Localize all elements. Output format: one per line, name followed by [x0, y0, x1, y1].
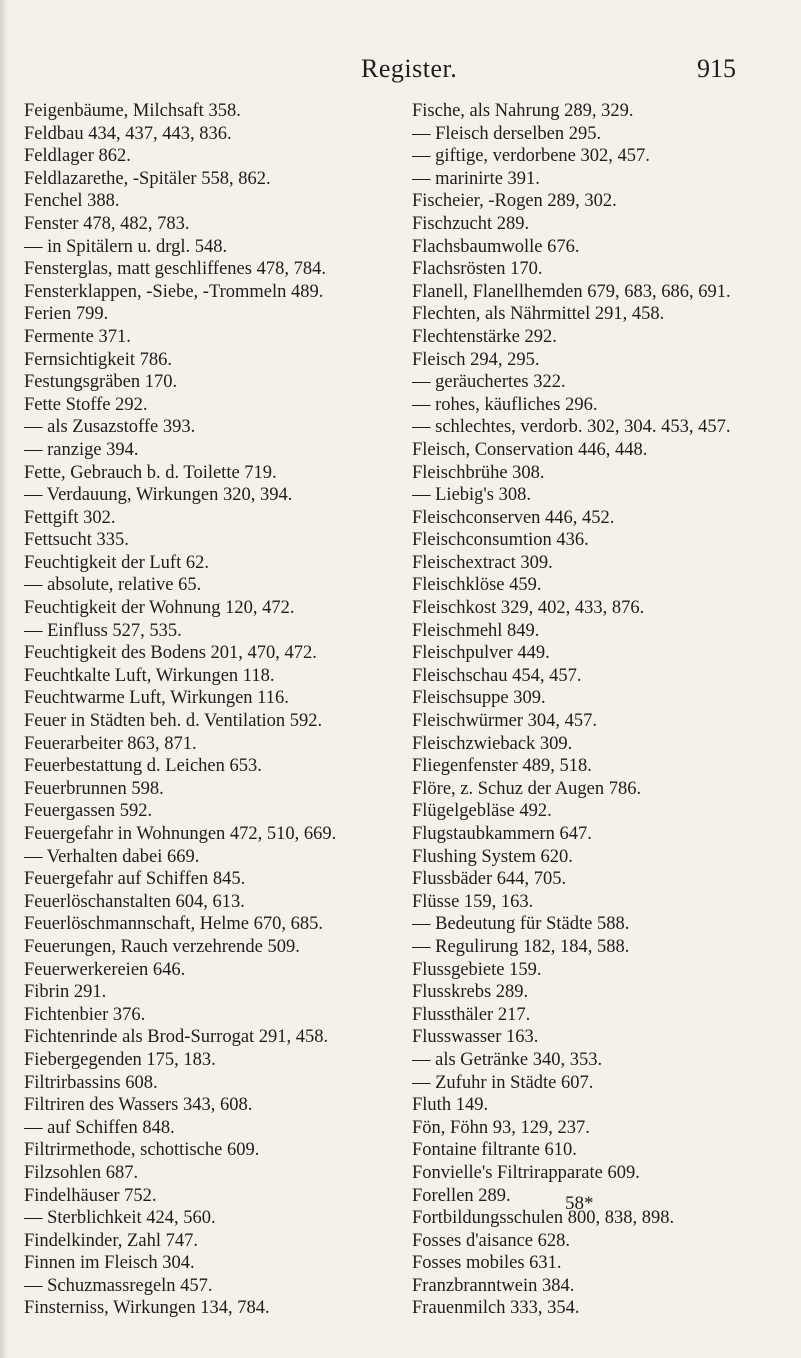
index-entry: — Regulirung 182, 184, 588.	[412, 936, 630, 957]
index-entry: — auf Schiffen 848.	[24, 1117, 175, 1138]
index-entry: Franzbranntwein 384.	[412, 1275, 575, 1296]
index-entry: Fosses mobiles 631.	[412, 1253, 562, 1274]
index-entry: Feuerungen, Rauch verzehrende 509.	[24, 936, 300, 957]
index-entry: Fleisch, Conservation 446, 448.	[412, 439, 648, 460]
index-entry: Flussgebiete 159.	[412, 959, 542, 980]
index-entry: — ranzige 394.	[24, 439, 139, 460]
index-entry: — als Getränke 340, 353.	[412, 1049, 603, 1070]
index-entry: Flanell, Flanellhemden 679, 683, 686, 691.	[412, 281, 731, 302]
index-entry: Festungsgräben 170.	[24, 372, 178, 393]
index-entry: Ferien 799.	[24, 304, 109, 325]
index-entry: Fleischkost 329, 402, 433, 876.	[412, 598, 645, 619]
index-entry: Findelkinder, Zahl 747.	[24, 1230, 198, 1251]
index-entry: Flachsbaumwolle 676.	[412, 236, 580, 257]
index-entry: — Liebig's 308.	[412, 485, 531, 506]
index-entry: Flugstaubkammern 647.	[412, 824, 592, 844]
index-entry: Fleischwürmer 304, 457.	[412, 711, 597, 732]
index-entry: — geräuchertes 322.	[412, 372, 566, 393]
page-number: 915	[697, 54, 736, 83]
index-entry: — in Spitälern u. drgl. 548.	[24, 236, 228, 257]
index-entry: Fichtenbier 376.	[24, 1004, 146, 1025]
index-entry: Finnen im Fleisch 304.	[24, 1253, 195, 1274]
index-entry: Filzsohlen 687.	[24, 1162, 139, 1183]
index-entry: Feigenbäume, Milchsaft 358.	[24, 101, 241, 121]
index-entry: Fette, Gebrauch b. d. Toilette 719.	[24, 462, 277, 483]
index-entry: Fiebergegenden 175, 183.	[24, 1049, 216, 1070]
index-entry: Fortbildungsschulen 800, 838, 898.	[412, 1208, 675, 1229]
index-entry: Feuchtkalte Luft, Wirkungen 118.	[24, 665, 275, 686]
index-entry: Feuerbrunnen 598.	[24, 778, 164, 799]
index-entry: Feuergassen 592.	[24, 801, 153, 822]
index-entry: Flushing System 620.	[412, 846, 573, 867]
index-entry: Feuerlöschanstalten 604, 613.	[24, 891, 245, 912]
index-entry: Fibrin 291.	[24, 982, 107, 1003]
index-entry: Flusswasser 163.	[412, 1027, 539, 1048]
index-entry: Feuchtigkeit der Luft 62.	[24, 552, 209, 573]
index-entry: — marinirte 391.	[412, 168, 540, 189]
index-entry: Feuergefahr auf Schiffen 845.	[24, 869, 246, 890]
index-entry: Fluth 149.	[412, 1095, 489, 1116]
index-entry: Fleischklöse 459.	[412, 575, 542, 596]
index-entry: Fenster 478, 482, 783.	[24, 213, 190, 234]
index-entry: Feuergefahr in Wohnungen 472, 510, 669.	[24, 824, 337, 844]
index-entry: Feldlazarethe, -Spitäler 558, 862.	[24, 168, 271, 189]
index-entry: — Verhalten dabei 669.	[24, 846, 200, 867]
index-entry: Fleischbrühe 308.	[412, 462, 545, 483]
index-entry: Findelhäuser 752.	[24, 1185, 157, 1206]
index-entry: Fernsichtigkeit 786.	[24, 349, 172, 370]
index-entry: Forellen 289.	[412, 1185, 511, 1206]
index-entry: Fleischzwieback 309.	[412, 733, 573, 754]
index-entry: Feuchtigkeit des Bodens 201, 470, 472.	[24, 643, 317, 664]
index-entry: — Verdauung, Wirkungen 320, 394.	[24, 485, 293, 506]
index-entry: — absolute, relative 65.	[24, 575, 202, 596]
index-entry: — Schuzmassregeln 457.	[24, 1275, 213, 1296]
index-entry: — Sterblichkeit 424, 560.	[24, 1208, 216, 1229]
index-entry: Fontaine filtrante 610.	[412, 1140, 577, 1161]
index-entry: Fleischextract 309.	[412, 552, 553, 573]
index-entry: Flöre, z. Schuz der Augen 786.	[412, 778, 642, 799]
index-entry: Fette Stoffe 292.	[24, 394, 148, 415]
index-entry: — Einfluss 527, 535.	[24, 620, 182, 641]
index-entry: Feuerlöschmannschaft, Helme 670, 685.	[24, 914, 324, 935]
index-entry: Feuer in Städten beh. d. Ventilation 592.	[24, 711, 323, 732]
index-entry: Fosses d'aisance 628.	[412, 1230, 570, 1251]
index-entry: — Zufuhr in Städte 607.	[412, 1072, 594, 1093]
index-entry: Fleischpulver 449.	[412, 643, 550, 664]
index-entry: Flachsrösten 170.	[412, 259, 543, 280]
index-entry: Fichtenrinde als Brod-Surrogat 291, 458.	[24, 1027, 329, 1048]
index-entry: — Bedeutung für Städte 588.	[412, 914, 630, 935]
index-entry: Fonvielle's Filtrirapparate 609.	[412, 1162, 640, 1183]
running-head-title: Register.	[361, 54, 458, 83]
index-entry: Filtrirmethode, schottische 609.	[24, 1140, 260, 1161]
signature-mark: 58*	[565, 1193, 594, 1214]
page-gutter-shadow	[0, 0, 8, 1358]
index-entry: Feuerarbeiter 863, 871.	[24, 733, 197, 754]
index-entry: Fischeier, -Rogen 289, 302.	[412, 191, 617, 212]
index-entry: — schlechtes, verdorb. 302, 304. 453, 457.	[412, 417, 731, 438]
index-entry: Feuerwerkereien 646.	[24, 959, 186, 980]
index-entry: Fenchel 388.	[24, 191, 120, 212]
index-entry: Flüsse 159, 163.	[412, 891, 534, 912]
index-entry: Fensterklappen, -Siebe, -Trommeln 489.	[24, 281, 324, 302]
index-entry: Fischzucht 289.	[412, 213, 530, 234]
index-entry: — als Zusazstoffe 393.	[24, 417, 196, 438]
index-entry: Finsterniss, Wirkungen 134, 784.	[24, 1298, 270, 1319]
index-entry: Fleischmehl 849.	[412, 620, 540, 641]
index-entry: Fettgift 302.	[24, 507, 116, 528]
index-entry: Fische, als Nahrung 289, 329.	[412, 101, 634, 121]
index-entry: Flechtenstärke 292.	[412, 326, 557, 347]
index-entry: Fettsucht 335.	[24, 530, 129, 551]
page-header	[0, 54, 801, 86]
index-entry: Fliegenfenster 489, 518.	[412, 756, 592, 777]
index-entry: — Fleisch derselben 295.	[412, 123, 602, 144]
index-column-left	[24, 100, 396, 1320]
index-entry: Fleischschau 454, 457.	[412, 665, 582, 686]
index-entry: Filtriren des Wassers 343, 608.	[24, 1095, 253, 1116]
index-entry: Fleisch 294, 295.	[412, 349, 540, 370]
index-entry: — giftige, verdorbene 302, 457.	[412, 146, 650, 167]
index-entry: Fleischsuppe 309.	[412, 688, 546, 709]
index-entry: Fermente 371.	[24, 326, 131, 347]
index-entry: Feldbau 434, 437, 443, 836.	[24, 123, 232, 144]
index-entry: Fleischconsumtion 436.	[412, 530, 589, 551]
index-entry: Feuerbestattung d. Leichen 653.	[24, 756, 262, 777]
index-entry: Flechten, als Nährmittel 291, 458.	[412, 304, 665, 325]
index-entry: Fön, Föhn 93, 129, 237.	[412, 1117, 590, 1138]
index-entry: Feldlager 862.	[24, 146, 131, 167]
index-entry: — rohes, käufliches 296.	[412, 394, 598, 415]
index-entry: Flusskrebs 289.	[412, 982, 529, 1003]
index-entry: Frauenmilch 333, 354.	[412, 1298, 580, 1319]
index-entry: Flussbäder 644, 705.	[412, 869, 567, 890]
index-entry: Feuchtigkeit der Wohnung 120, 472.	[24, 598, 295, 619]
index-entry: Fleischconserven 446, 452.	[412, 507, 615, 528]
index-entry: Fensterglas, matt geschliffenes 478, 784.	[24, 259, 326, 280]
index-entry: Feuchtwarme Luft, Wirkungen 116.	[24, 688, 289, 709]
index-entry: Flussthäler 217.	[412, 1004, 531, 1025]
index-column-right	[412, 100, 796, 1320]
index-entry: Flügelgebläse 492.	[412, 801, 552, 822]
index-entry: Filtrirbassins 608.	[24, 1072, 158, 1093]
